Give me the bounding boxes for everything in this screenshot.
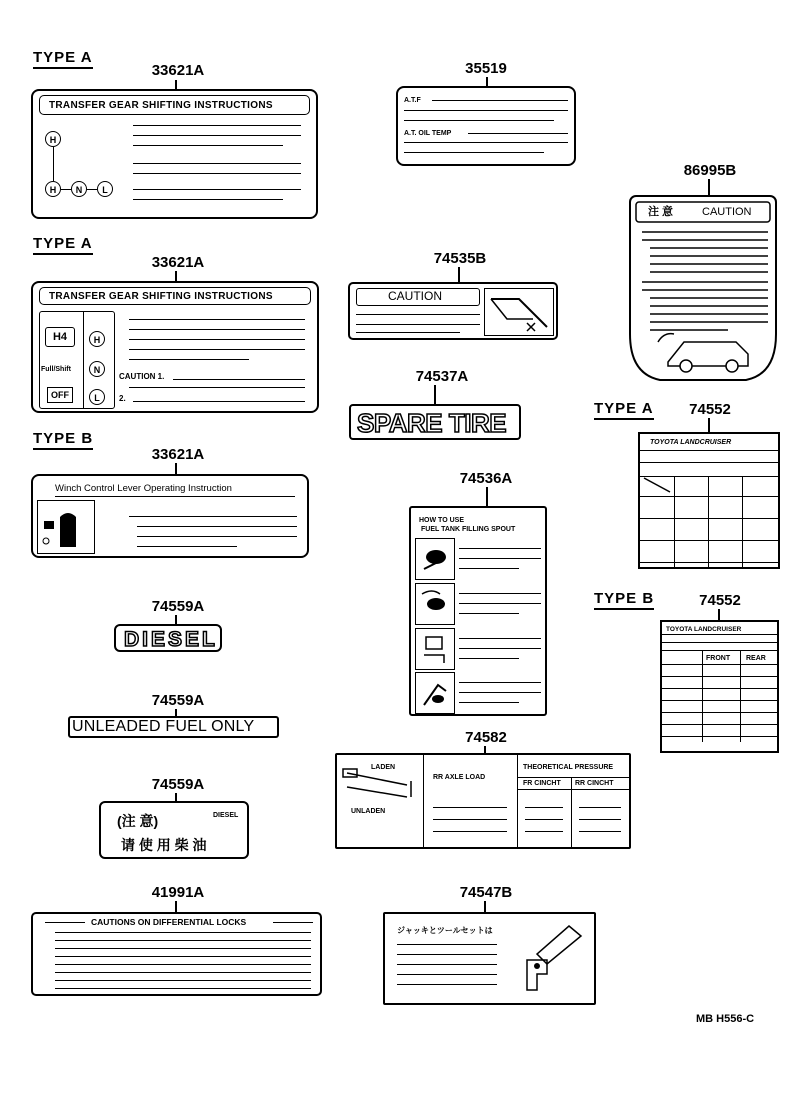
leader-line: [708, 179, 710, 195]
toyota-lc-text: TOYOTA LANDCRUISER: [650, 439, 732, 446]
diagram-code: MB H556-C: [696, 1013, 755, 1025]
label-differential-locks: [31, 912, 322, 996]
label-atf: [396, 86, 576, 166]
toyota-lc-text: TOYOTA LANDCRUISER: [666, 626, 742, 633]
winch-title: Winch Control Lever Operating Instruction: [55, 483, 232, 494]
fuel-title-1: HOW TO USE: [419, 517, 464, 524]
label-winch: [31, 474, 309, 558]
leader-line: [486, 487, 488, 507]
caution-74535b-text: CAUTION: [388, 289, 442, 303]
fuel-step-3-icon: [415, 628, 455, 670]
part-number-41991a: 41991A: [151, 884, 205, 901]
label-tire-pressure-a: [638, 432, 780, 569]
part-number-74536a: 74536A: [459, 470, 513, 487]
gear-n-icon: N: [89, 361, 105, 377]
h4-box: H4: [45, 327, 75, 347]
front-text: FRONT: [706, 655, 731, 662]
item-2-text: 2.: [119, 394, 126, 403]
gear-l-icon: L: [89, 389, 105, 405]
diff-title: CAUTIONS ON DIFFERENTIAL LOCKS: [91, 917, 247, 927]
label-caution-shield: [628, 194, 778, 384]
jack-tool-icon: [507, 920, 587, 1000]
type-b-label-1: TYPE B: [33, 431, 93, 450]
rr-axle-text: RR AXLE LOAD: [433, 774, 486, 781]
jack-jp-text: ジャッキとツールセットは: [397, 926, 493, 935]
hatch-icon: [484, 288, 554, 336]
leader-line: [434, 385, 436, 405]
chinese-text: 请 使 用 柴 油: [121, 837, 207, 853]
caution-text: CAUTION 1.: [119, 372, 165, 381]
label-caution-74535b: [348, 282, 558, 340]
part-number-35519: 35519: [465, 60, 507, 77]
label-tire-pressure-b: [660, 620, 779, 753]
rear-text: REAR: [746, 655, 766, 662]
chinese-diesel-small: DIESEL: [213, 812, 239, 819]
gear-l-icon: L: [97, 181, 113, 197]
part-number-74559a-3: 74559A: [151, 776, 205, 793]
label-load-pressure: [335, 753, 631, 849]
label-title: TRANSFER GEAR SHIFTING INSTRUCTIONS: [49, 100, 273, 111]
fr-cincht-text: FR CINCHT: [523, 780, 561, 787]
fullshift-text: Full/Shift: [41, 366, 71, 373]
type-a-label-1: TYPE A: [33, 50, 93, 69]
rr-cincht-text: RR CINCHT: [575, 780, 614, 787]
gear-h-icon: H: [45, 131, 61, 147]
label-chinese-diesel: [99, 801, 249, 859]
fuel-step-4-icon: [415, 672, 455, 714]
label-title: TRANSFER GEAR SHIFTING INSTRUCTIONS: [49, 291, 273, 302]
fuel-step-2-icon: [415, 583, 455, 625]
unladen-text: UNLADEN: [351, 808, 386, 815]
atf-text: A.T.F: [404, 97, 421, 104]
fuel-title-2: FUEL TANK FILLING SPOUT: [421, 526, 516, 533]
label-fuel-filling: [409, 506, 547, 716]
diesel-text: DIESEL: [124, 628, 218, 651]
part-number-74582: 74582: [465, 729, 507, 746]
label-transfer-gear-1: [31, 89, 318, 219]
part-number-74547b: 74547B: [459, 884, 513, 901]
gear-n-icon: N: [71, 181, 87, 197]
label-jack-tools: [383, 912, 596, 1005]
part-number-74559a-2: 74559A: [151, 692, 205, 709]
spare-tire-text: SPARE TIRE: [357, 408, 507, 438]
winch-lever-icon: [37, 500, 95, 554]
type-a-label-3: TYPE A: [594, 401, 654, 420]
leader-line: [708, 418, 710, 433]
unleaded-text: UNLEADED FUEL ONLY: [72, 718, 255, 735]
gear-h4-icon: H: [45, 181, 61, 197]
part-number-86995b: 86995B: [683, 162, 737, 179]
theoretical-text: THEORETICAL PRESSURE: [523, 764, 614, 771]
gear-h-icon: H: [89, 331, 105, 347]
part-number-74552-b: 74552: [699, 592, 741, 609]
atf-oil-temp-text: A.T. OIL TEMP: [404, 130, 452, 137]
part-number-33621a-3: 33621A: [151, 446, 205, 463]
fuel-step-1-icon: [415, 538, 455, 580]
part-number-74537a: 74537A: [415, 368, 469, 385]
label-diesel: [114, 624, 222, 652]
off-box: OFF: [47, 387, 73, 403]
type-a-label-2: TYPE A: [33, 236, 93, 255]
part-number-33621a-1: 33621A: [151, 62, 205, 79]
part-number-74535b: 74535B: [433, 250, 487, 267]
part-number-74552-a: 74552: [689, 401, 731, 418]
label-spare-tire: [349, 404, 521, 440]
chinese-caution: (注 意): [117, 813, 159, 829]
part-number-33621a-2: 33621A: [151, 254, 205, 271]
caution-jp-text: 注 意: [648, 206, 674, 218]
part-number-74559a-1: 74559A: [151, 598, 205, 615]
caution-en-text: CAUTION: [702, 206, 752, 218]
label-unleaded: [68, 716, 279, 738]
laden-text: LADEN: [371, 764, 396, 771]
label-transfer-gear-2: [31, 281, 319, 413]
type-b-label-2: TYPE B: [594, 591, 654, 610]
leader-line: [458, 267, 460, 283]
